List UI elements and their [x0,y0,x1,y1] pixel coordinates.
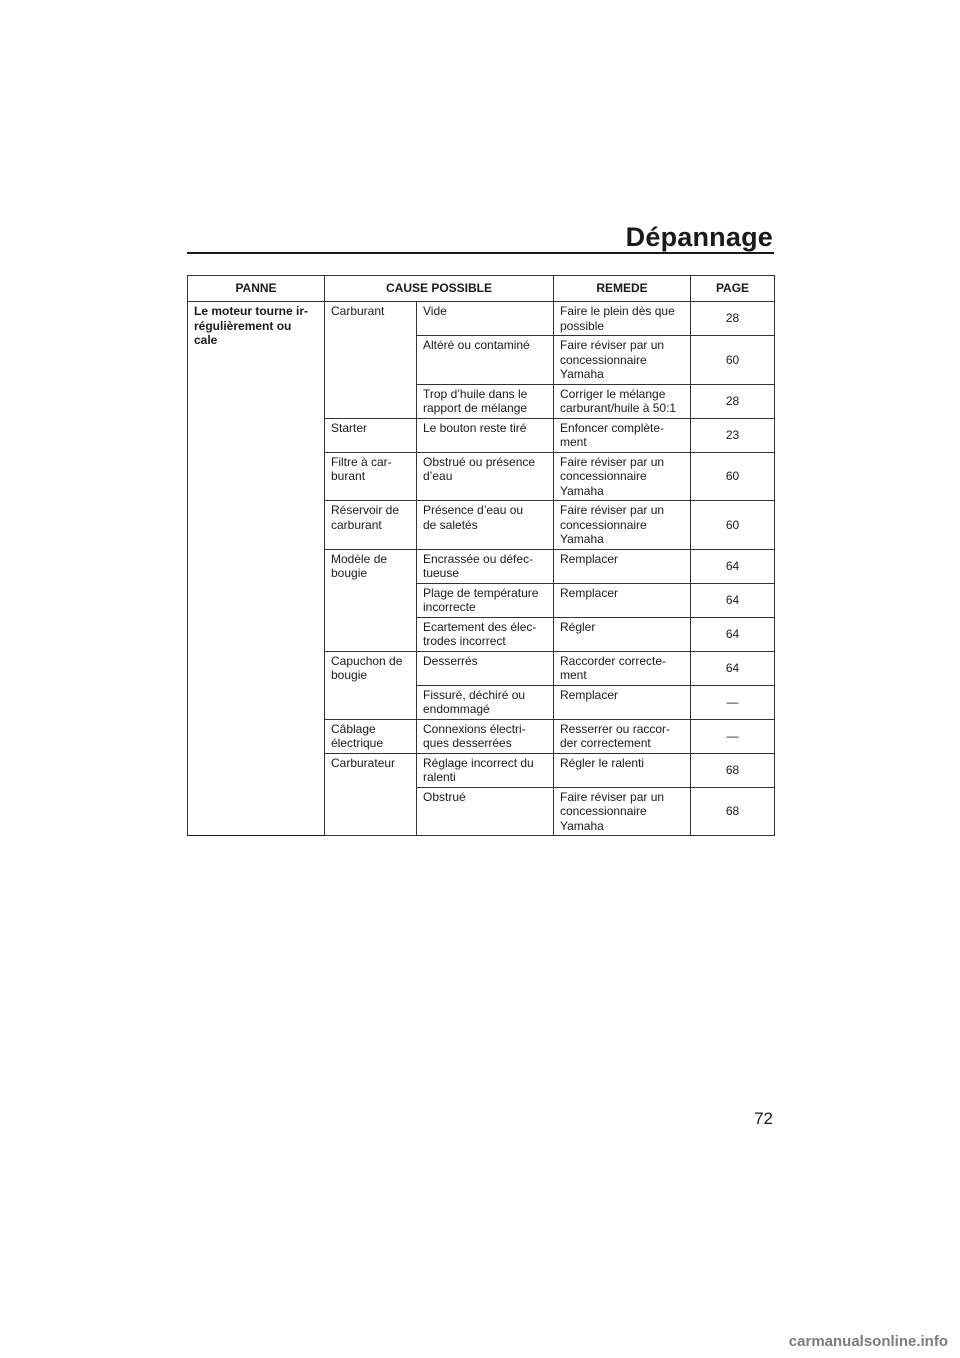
component-cell: Câblage électrique [325,719,417,753]
header-cause: CAUSE POSSIBLE [325,276,554,302]
cause-cell: Réglage incorrect du ralenti [417,753,554,787]
page-cell: 60 [691,501,775,550]
remedy-cell: Enfoncer complète- ment [554,418,691,452]
table-body [188,302,775,836]
panne-cell: Le moteur tourne ir- régulièrement ou cale [188,302,325,836]
page-cell: 68 [691,753,775,787]
page-cell: 64 [691,617,775,651]
remedy-cell: Raccorder correcte- ment [554,651,691,685]
page-cell: 28 [691,302,775,336]
remedy-cell: Faire réviser par un concessionnaire Yamaha [554,787,691,836]
cause-cell: Ecartement des élec- trodes incorrect [417,617,554,651]
page-title: Dépannage [625,222,773,252]
component-cell: Filtre à car- burant [325,452,417,501]
troubleshooting-table [187,275,775,836]
remedy-cell: Resserrer ou raccor- der correctement [554,719,691,753]
cause-cell: Obstrué [417,787,554,836]
remedy-cell: Régler [554,617,691,651]
header-remede: REMEDE [554,276,691,302]
component-cell: Capuchon de bougie [325,651,417,719]
cause-cell: Connexions électri- ques desserrées [417,719,554,753]
cause-cell: Altéré ou contaminé [417,336,554,385]
page-cell: 68 [691,787,775,836]
remedy-cell: Faire réviser par un concessionnaire Yamaha [554,336,691,385]
cause-cell: Desserrés [417,651,554,685]
component-cell: Réservoir de carburant [325,501,417,550]
cause-cell: Encrassée ou défec- tueuse [417,549,554,583]
component-cell: Carburateur [325,753,417,836]
cause-cell: Plage de température incorrecte [417,583,554,617]
page-cell: 64 [691,583,775,617]
page-cell: 60 [691,452,775,501]
cause-cell: Présence d’eau ou de saletés [417,501,554,550]
table-row [188,302,775,336]
cause-cell: Fissuré, déchiré ou endommagé [417,685,554,719]
header-page: PAGE [691,276,775,302]
watermark: carmanualsonline.info [788,1333,948,1350]
page-number: 72 [754,1109,773,1128]
component-cell: Carburant [325,302,417,419]
component-cell: Modèle de bougie [325,549,417,651]
page-cell: 23 [691,418,775,452]
cause-cell: Vide [417,302,554,336]
remedy-cell: Corriger le mélange carburant/huile à 50:1 [554,384,691,418]
page-cell: 28 [691,384,775,418]
cause-cell: Le bouton reste tiré [417,418,554,452]
remedy-cell: Remplacer [554,685,691,719]
remedy-cell: Remplacer [554,583,691,617]
page-cell: 60 [691,336,775,385]
page-cell: 64 [691,651,775,685]
remedy-cell: Faire réviser par un concessionnaire Yamaha [554,452,691,501]
remedy-cell: Remplacer [554,549,691,583]
cause-cell: Obstrué ou présence d’eau [417,452,554,501]
remedy-cell: Faire le plein dès que possible [554,302,691,336]
remedy-cell: Faire réviser par un concessionnaire Yamaha [554,501,691,550]
page-cell: 64 [691,549,775,583]
page-cell: — [691,719,775,753]
header-panne: PANNE [188,276,325,302]
table-header-row [188,276,775,302]
title-divider [187,252,774,254]
page-cell: — [691,685,775,719]
remedy-cell: Régler le ralenti [554,753,691,787]
component-cell: Starter [325,418,417,452]
cause-cell: Trop d’huile dans le rapport de mélange [417,384,554,418]
